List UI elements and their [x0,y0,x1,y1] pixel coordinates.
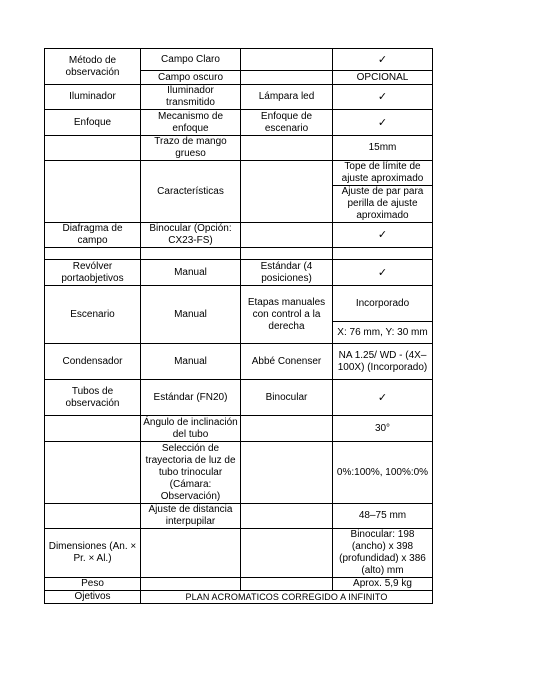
iluminador-lamp: Lámpara led [241,85,333,110]
dimensiones-label: Dimensiones (An. × Pr. × Al.) [45,529,141,578]
empty-cell [241,49,333,71]
empty-cell [45,161,141,223]
empty-cell [241,578,333,591]
ajuste-label: Ajuste de distancia interpupilar [141,504,241,529]
revolver-standard: Estándar (4 posiciones) [241,260,333,286]
tubos-type: Estándar (FN20) [141,380,241,416]
trazo-value: 15mm [333,136,433,161]
check-mark: ✓ [333,380,433,416]
check-mark: ✓ [333,85,433,110]
enfoque-label: Enfoque [45,110,141,136]
metodo-label: Método de observación [45,49,141,85]
empty-cell [45,416,141,442]
diafragma-label: Diafragma de campo [45,223,141,248]
table-row [45,223,433,248]
iluminador-label: Iluminador [45,85,141,110]
check-mark: ✓ [333,110,433,136]
table-row [45,110,433,136]
tubos-label: Tubos de observación [45,380,141,416]
diafragma-type: Binocular (Opción: CX23-FS) [141,223,241,248]
empty-cell [141,529,241,578]
check-mark: ✓ [333,223,433,248]
empty-cell [141,248,241,260]
empty-cell [241,161,333,223]
check-mark: ✓ [333,260,433,286]
peso-label: Peso [45,578,141,591]
empty-cell [241,416,333,442]
empty-cell [241,504,333,529]
table-row [45,504,433,529]
seleccion-label: Selección de trayectoria de luz de tubo trinocular (Cámara: Observación) [141,442,241,504]
angulo-label: Ángulo de inclinación del tubo [141,416,241,442]
enfoque-escenario: Enfoque de escenario [241,110,333,136]
empty-cell [241,529,333,578]
dimensiones-value: Binocular: 198 (ancho) x 398 (profundidad) x 386 (alto) mm [333,529,433,578]
table-row [45,260,433,286]
empty-cell [241,248,333,260]
empty-cell [45,442,141,504]
table-row [45,442,433,504]
peso-value: Aprox. 5,9 kg [333,578,433,591]
escenario-label: Escenario [45,286,141,344]
objetivos-value: PLAN ACROMATICOS CORREGIDO A INFINITO [141,591,433,604]
table-row [45,416,433,442]
empty-cell [241,71,333,85]
ajuste-value: 48–75 mm [333,504,433,529]
enfoque-mecanismo: Mecanismo de enfoque [141,110,241,136]
table-row [45,286,433,322]
table-row [45,136,433,161]
campo-oscuro-cell: Campo oscuro [141,71,241,85]
escenario-value-2: X: 76 mm, Y: 30 mm [333,322,433,344]
table-row [45,344,433,380]
escenario-etapas: Etapas manuales con control a la derecha [241,286,333,344]
table-row [45,161,433,186]
caracteristicas-value-2: Ajuste de par para perilla de ajuste aproximado [333,186,433,223]
table-row [45,248,433,260]
condensador-value: NA 1.25/ WD - (4X–100X) (Incorporado) [333,344,433,380]
table-row [45,578,433,591]
table-row [45,380,433,416]
condensador-abbe: Abbé Conenser [241,344,333,380]
opcional-cell: OPCIONAL [333,71,433,85]
caracteristicas-label: Características [141,161,241,223]
escenario-type: Manual [141,286,241,344]
escenario-value-1: Incorporado [333,286,433,322]
table-row [45,85,433,110]
tubos-binocular: Binocular [241,380,333,416]
table-row [45,49,433,71]
iluminador-type: Iluminador transmitido [141,85,241,110]
campo-claro-cell: Campo Claro [141,49,241,71]
table-row [45,591,433,604]
empty-cell [141,578,241,591]
condensador-type: Manual [141,344,241,380]
spec-table [44,48,433,604]
revolver-type: Manual [141,260,241,286]
empty-cell [241,442,333,504]
caracteristicas-value-1: Tope de límite de ajuste aproximado [333,161,433,186]
empty-cell [333,248,433,260]
angulo-value: 30° [333,416,433,442]
empty-cell [45,136,141,161]
trazo-label: Trazo de mango grueso [141,136,241,161]
empty-cell [45,248,141,260]
empty-cell [241,136,333,161]
revolver-label: Revólver portaobjetivos [45,260,141,286]
seleccion-value: 0%:100%, 100%:0% [333,442,433,504]
empty-cell [241,223,333,248]
table-row [45,529,433,578]
empty-cell [45,504,141,529]
check-mark: ✓ [333,49,433,71]
condensador-label: Condensador [45,344,141,380]
objetivos-label: Ojetivos [45,591,141,604]
